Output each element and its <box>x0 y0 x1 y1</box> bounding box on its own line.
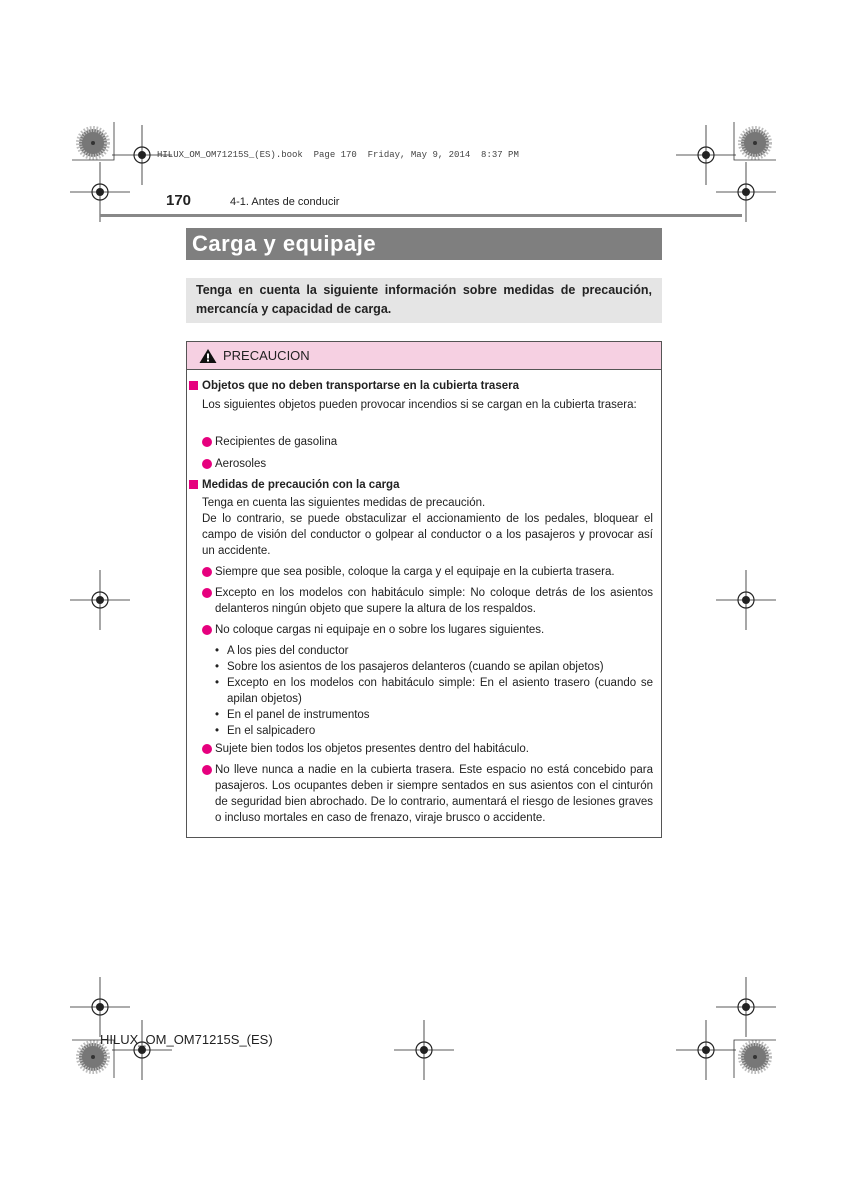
page-number: 170 <box>166 192 192 209</box>
caution-text: Los siguientes objetos pueden provocar incendios si se cargan en la cubierta trasera: <box>202 399 637 411</box>
list-item: Excepto en los modelos con habitáculo simple: No coloque detrás de los asientos delanteros ningún objeto que supere la altura de los respaldos. <box>202 585 653 617</box>
sub-list-item: • En el panel de instrumentos <box>215 707 653 723</box>
caution-heading: Medidas de precaución con la carga <box>189 477 399 493</box>
list-item: Siempre que sea posible, coloque la carga y el equipaje en la cubierta trasera. <box>202 564 653 580</box>
sub-list-item: • Sobre los asientos de los pasajeros delanteros (cuando se apilan objetos) <box>215 659 653 675</box>
bullet-icon <box>202 765 212 775</box>
caution-header <box>187 342 661 370</box>
header-rule <box>100 214 742 217</box>
caution-heading: Objetos que no deben transportarse en la cubierta trasera <box>189 378 519 394</box>
caution-label: PRECAUCION <box>223 348 310 363</box>
bullet-icon <box>202 625 212 635</box>
bullet-icon <box>202 567 212 577</box>
list-item: Recipientes de gasolina <box>202 434 653 450</box>
list-item: No coloque cargas ni equipaje en o sobre los lugares siguientes. <box>202 622 653 638</box>
intro-box: Tenga en cuenta la siguiente información sobre medidas de precaución, mercancía y capacidad de carga. <box>186 278 662 323</box>
bullet-icon <box>202 588 212 598</box>
section-title: 4-1. Antes de conducir <box>230 196 340 208</box>
list-item: Sujete bien todos los objetos presentes dentro del habitáculo. <box>202 741 653 757</box>
bullet-icon <box>202 744 212 754</box>
list-item: Aerosoles <box>202 456 653 472</box>
list-item: No lleve nunca a nadie en la cubierta trasera. Este espacio no está concebido para pasajeros. Los ocupantes deben ir siempre sentados en sus asientos con el cinturón de seguridad bien abrochado. De lo contrario, aumentará el riesgo de lesiones graves o incluso mortales en caso de frenazo, viraje brusco o accidente. <box>202 762 653 826</box>
file-info: HILUX_OM_OM71215S_(ES).book Page 170 Friday, May 9, 2014 8:37 PM <box>157 150 519 160</box>
caution-text: Tenga en cuenta las siguientes medidas de precaución. <box>202 497 486 509</box>
footer-code: HILUX_OM_OM71215S_(ES) <box>100 1032 273 1047</box>
warning-triangle-icon <box>199 348 217 364</box>
page-title: Carga y equipaje <box>186 228 662 260</box>
bullet-icon <box>202 459 212 469</box>
sub-list-item: • En el salpicadero <box>215 723 653 739</box>
bullet-icon <box>202 437 212 447</box>
sub-list-item: • Excepto en los modelos con habitáculo simple: En el asiento trasero (cuando se apilan objetos) <box>215 675 653 707</box>
sub-list-item: • A los pies del conductor <box>215 643 653 659</box>
caution-text: De lo contrario, se puede obstaculizar el accionamiento de los pedales, bloquear el campo de visión del conductor o golpear al conductor o a los pasajeros y provocar así un accidente. <box>202 513 653 557</box>
caution-box <box>186 341 662 838</box>
